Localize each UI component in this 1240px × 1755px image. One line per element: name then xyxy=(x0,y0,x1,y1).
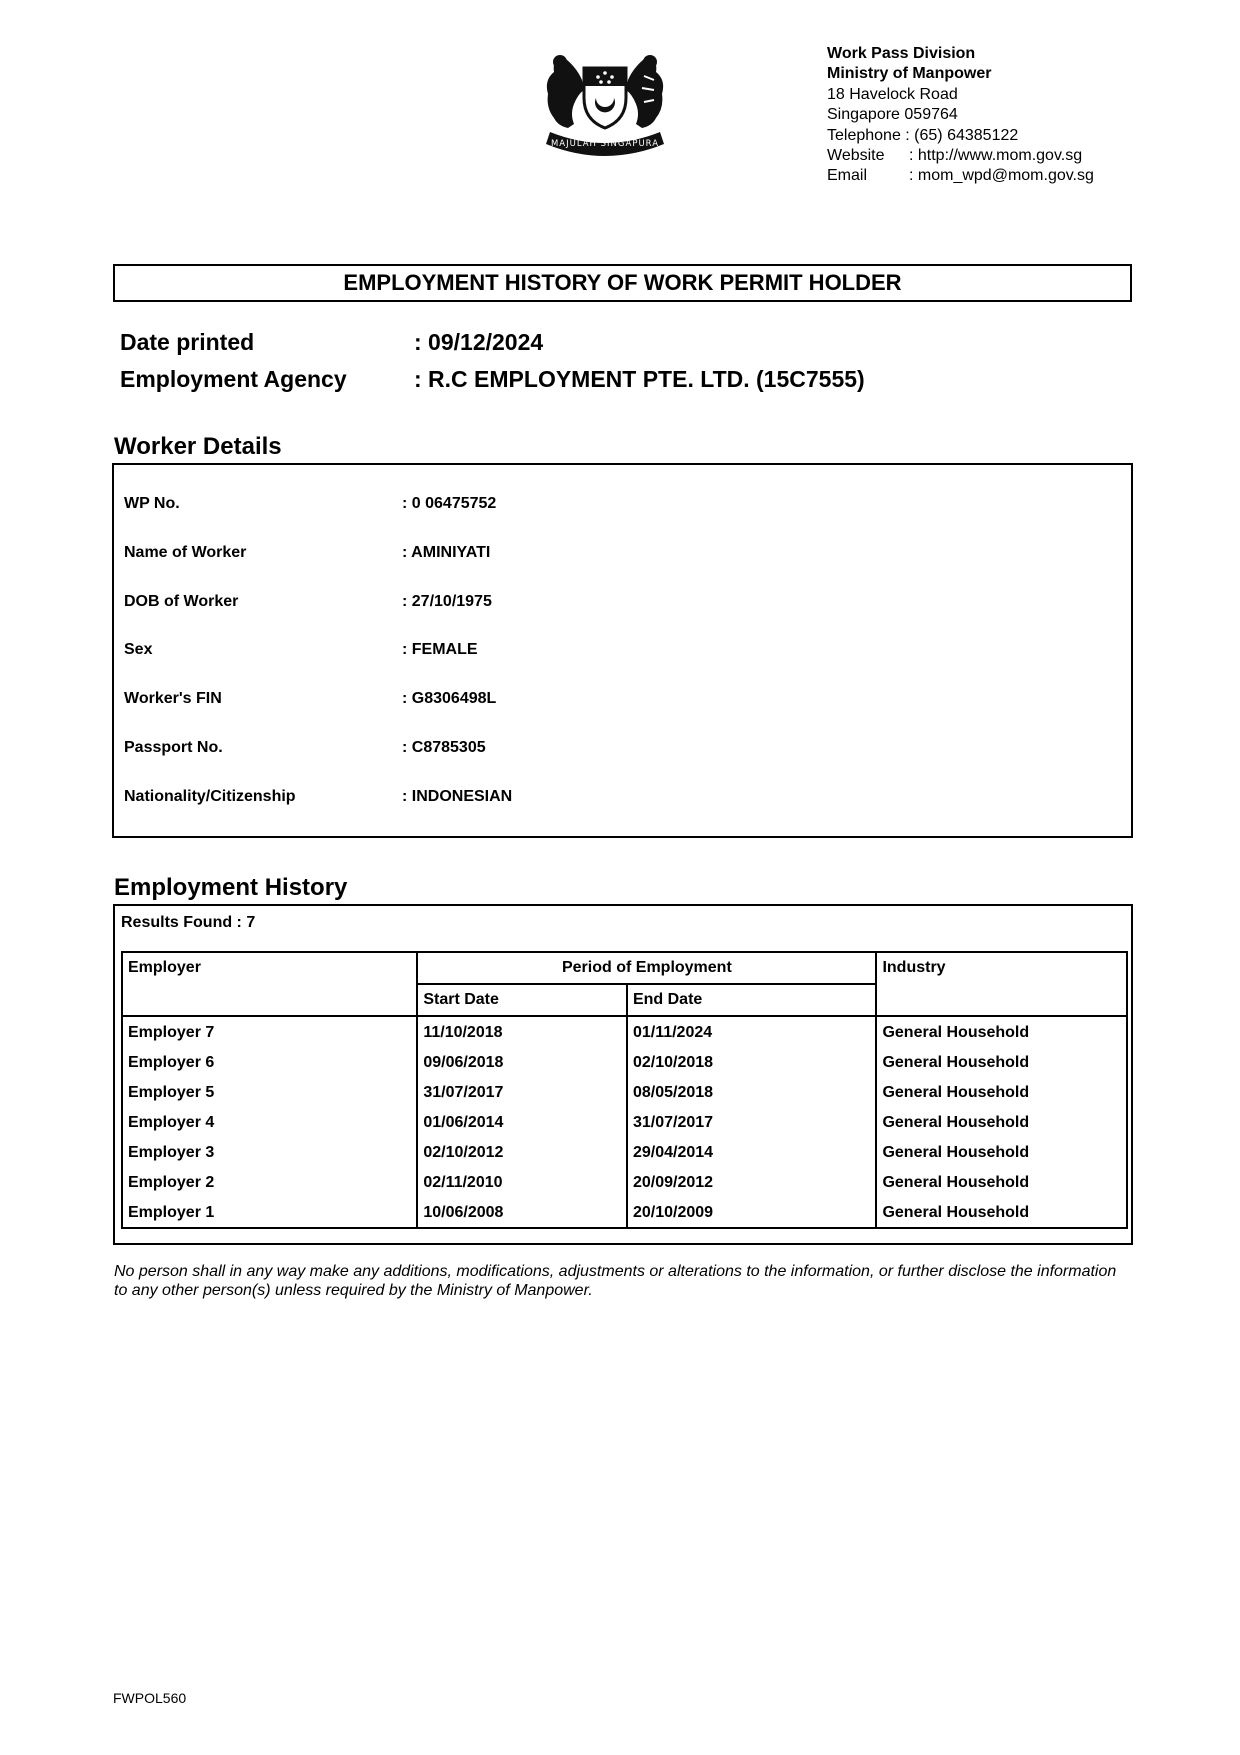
field-value: : 27/10/1975 xyxy=(402,593,492,610)
svg-text:MAJULAH SINGAPURA: MAJULAH SINGAPURA xyxy=(550,139,660,149)
field-value: : G8306498L xyxy=(402,690,497,707)
start-date-cell: 01/06/2014 xyxy=(417,1107,627,1137)
start-date-cell: 09/06/2018 xyxy=(417,1047,627,1077)
employment-agency-label: Employment Agency xyxy=(120,366,347,392)
email-value: : mom_wpd@mom.gov.sg xyxy=(909,167,1094,185)
field-label: Sex xyxy=(124,641,153,658)
field-label: WP No. xyxy=(124,495,180,512)
industry-cell: General Household xyxy=(876,1137,1127,1167)
date-printed-value: : 09/12/2024 xyxy=(414,329,544,355)
ministry-name: Ministry of Manpower xyxy=(827,65,992,83)
results-count: Results Found : 7 xyxy=(121,914,256,931)
city-postcode: Singapore 059764 xyxy=(827,106,958,124)
field-value: : AMINIYATI xyxy=(402,544,491,561)
start-date-cell: 31/07/2017 xyxy=(417,1077,627,1107)
industry-cell: General Household xyxy=(876,1016,1127,1047)
telephone: Telephone : (65) 64385122 xyxy=(827,126,1019,144)
disclaimer-text: No person shall in any way make any additions, modifications, adjustments or alterations to the information, or further disclose the information to any other person(s) unless required by the Ministry of Manpower. xyxy=(114,1263,1117,1299)
website-value: : http://www.mom.gov.sg xyxy=(909,147,1083,165)
end-date-cell: 01/11/2024 xyxy=(627,1016,877,1047)
end-date-cell: 20/10/2009 xyxy=(627,1197,877,1228)
start-date-cell: 02/10/2012 xyxy=(417,1137,627,1167)
end-date-cell: 08/05/2018 xyxy=(627,1077,877,1107)
header-industry: Industry xyxy=(876,952,1127,1016)
industry-cell: General Household xyxy=(876,1107,1127,1137)
date-printed-label: Date printed xyxy=(120,329,255,355)
table-row xyxy=(122,1047,1127,1077)
table-row xyxy=(122,1016,1127,1047)
worker-details-box xyxy=(112,463,1133,838)
header-start-date: Start Date xyxy=(417,984,627,1016)
email-row xyxy=(827,166,1094,186)
industry-cell: General Household xyxy=(876,1077,1127,1107)
field-label: Passport No. xyxy=(124,739,223,756)
header-employer: Employer xyxy=(122,952,417,1016)
field-value: : INDONESIAN xyxy=(402,788,513,805)
email-label: Email xyxy=(827,167,868,185)
start-date-cell: 02/11/2010 xyxy=(417,1167,627,1197)
field-label: Worker's FIN xyxy=(124,690,222,707)
field-label: Name of Worker xyxy=(124,544,247,561)
end-date-cell: 31/07/2017 xyxy=(627,1107,877,1137)
street-address: 18 Havelock Road xyxy=(827,85,958,103)
employer-cell: Employer 1 xyxy=(122,1197,417,1228)
form-code: FWPOL560 xyxy=(113,1690,187,1706)
division-name: Work Pass Division xyxy=(827,45,976,62)
field-label: DOB of Worker xyxy=(124,593,239,610)
document-title: EMPLOYMENT HISTORY OF WORK PERMIT HOLDER xyxy=(113,264,1132,302)
address-block xyxy=(827,44,1094,187)
field-label: Nationality/Citizenship xyxy=(124,788,296,805)
field-value: : 0 06475752 xyxy=(402,495,497,512)
start-date-cell: 10/06/2008 xyxy=(417,1197,627,1228)
employment-history-table xyxy=(121,951,1128,1229)
coat-of-arms-logo xyxy=(540,46,670,158)
employer-cell: Employer 7 xyxy=(122,1016,417,1047)
field-value: : C8785305 xyxy=(402,739,486,756)
table-row xyxy=(122,1137,1127,1167)
employer-cell: Employer 2 xyxy=(122,1167,417,1197)
end-date-cell: 02/10/2018 xyxy=(627,1047,877,1077)
table-row xyxy=(122,1107,1127,1137)
table-row xyxy=(122,1077,1127,1107)
header-period: Period of Employment xyxy=(417,952,876,984)
start-date-cell: 11/10/2018 xyxy=(417,1016,627,1047)
employer-cell: Employer 3 xyxy=(122,1137,417,1167)
header-end-date: End Date xyxy=(627,984,877,1016)
industry-cell: General Household xyxy=(876,1167,1127,1197)
end-date-cell: 29/04/2014 xyxy=(627,1137,877,1167)
worker-details-heading: Worker Details xyxy=(114,433,282,460)
employment-history-box xyxy=(113,904,1133,1245)
industry-cell: General Household xyxy=(876,1047,1127,1077)
field-value: : FEMALE xyxy=(402,641,478,658)
end-date-cell: 20/09/2012 xyxy=(627,1167,877,1197)
table-row xyxy=(122,1197,1127,1228)
employer-cell: Employer 4 xyxy=(122,1107,417,1137)
employment-agency-value: : R.C EMPLOYMENT PTE. LTD. (15C7555) xyxy=(414,366,865,392)
website-row xyxy=(827,146,1094,166)
employer-cell: Employer 5 xyxy=(122,1077,417,1107)
employment-history-heading: Employment History xyxy=(114,874,348,901)
table-row xyxy=(122,1167,1127,1197)
website-label: Website xyxy=(827,147,885,165)
industry-cell: General Household xyxy=(876,1197,1127,1228)
employer-cell: Employer 6 xyxy=(122,1047,417,1077)
